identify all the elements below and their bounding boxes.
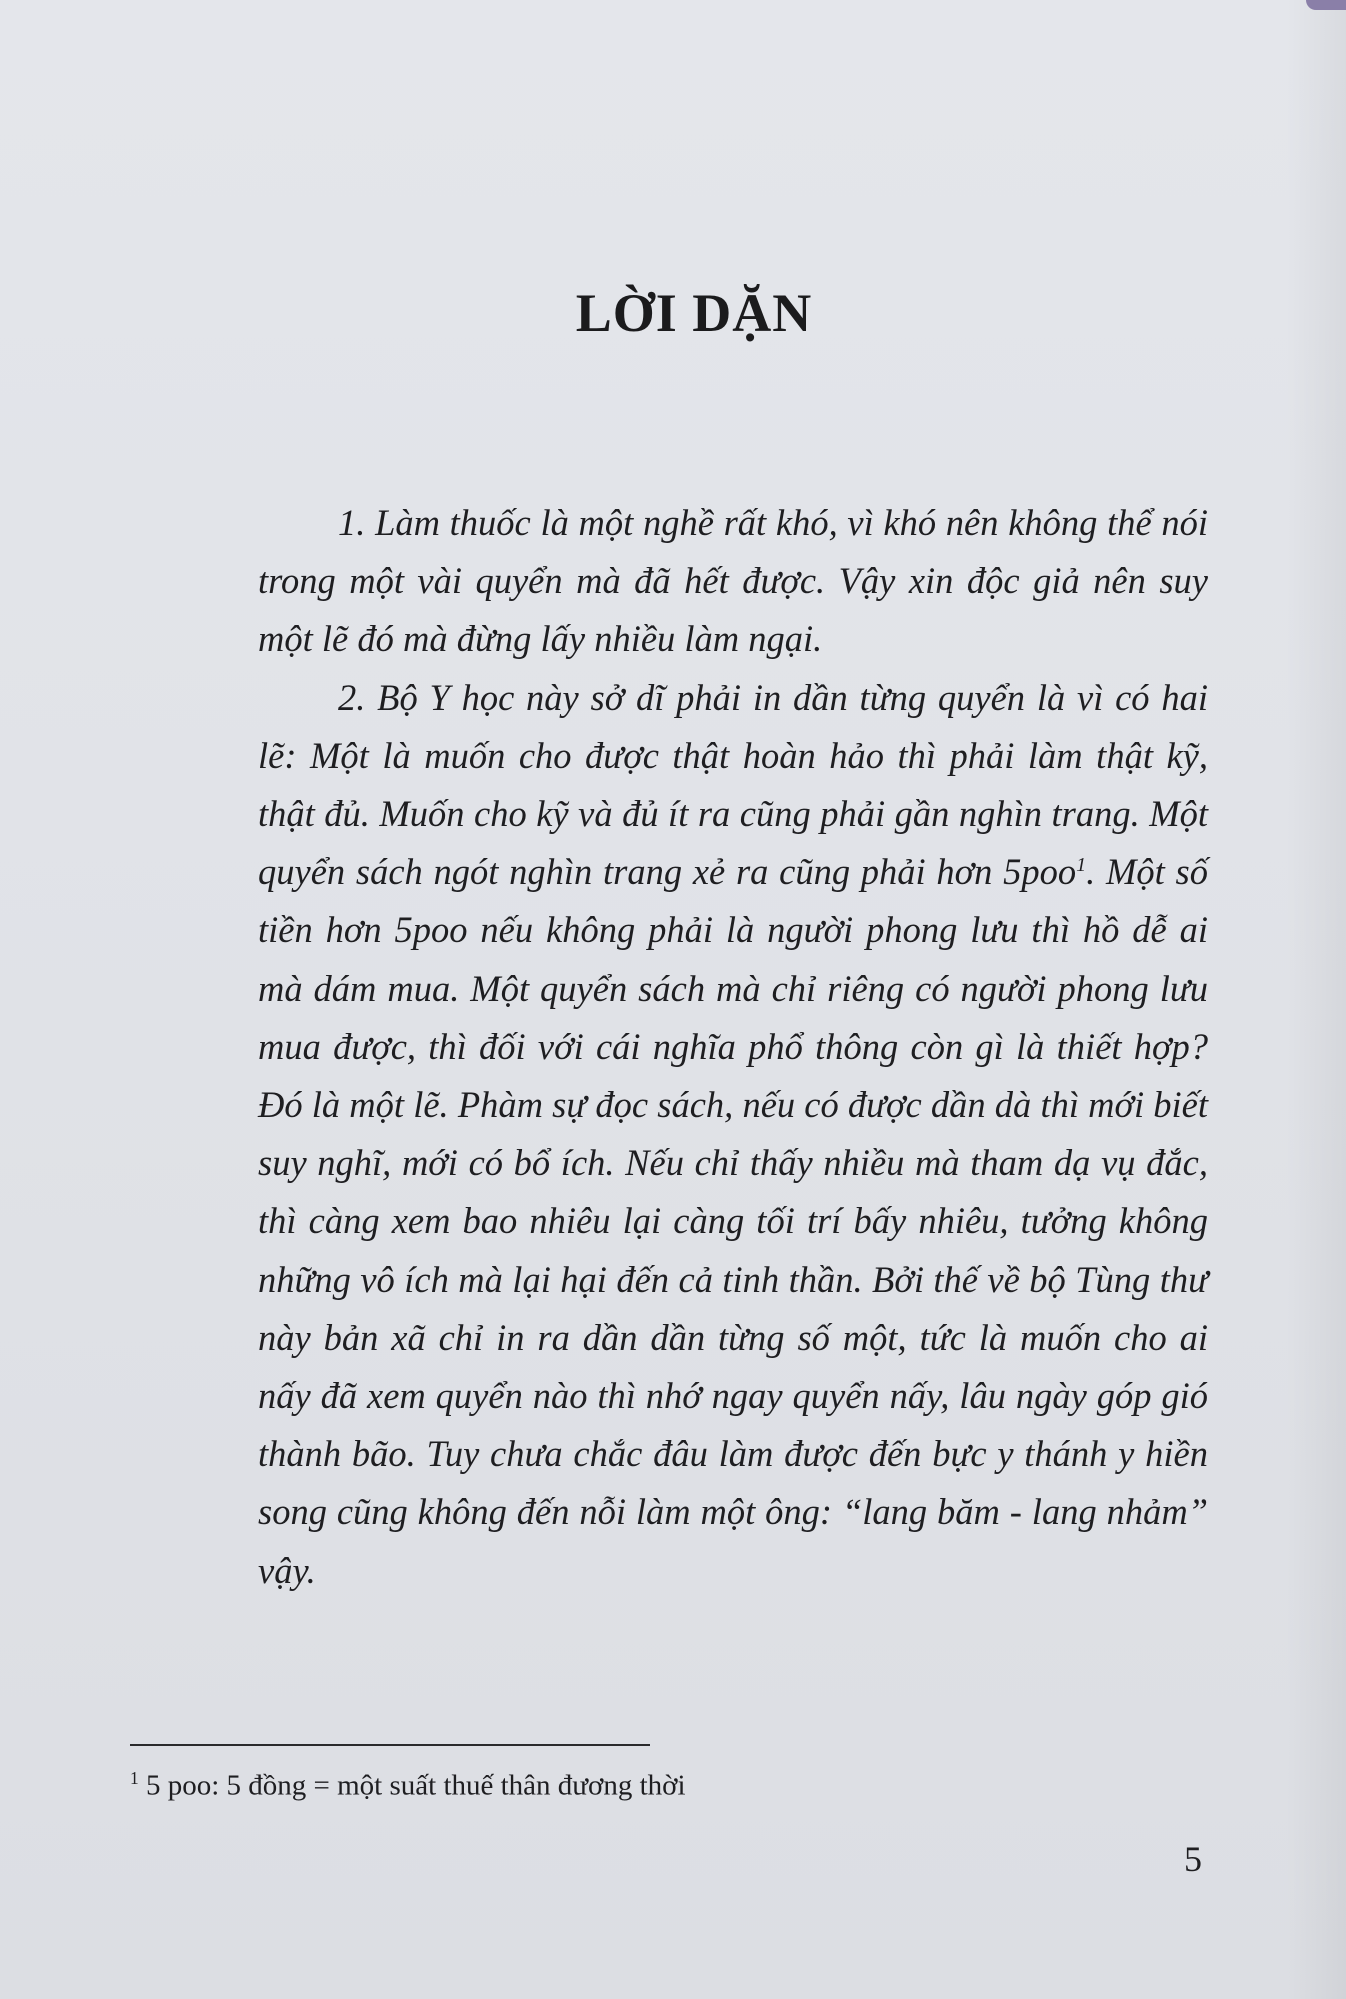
footnote [130,1768,930,1803]
footnote-divider [130,1744,650,1746]
paragraph-2-part-2: . Một số tiền hơn 5poo nếu không phải là người phong lưu thì hồ dễ ai mà dám mua. Một quyển sách mà chỉ riêng có người phong lưu mua được, thì đối với cái nghĩa phổ thông còn gì là thiết hợp? Đó là một lẽ. Phàm sự đọc sách, nếu có được dần dà thì mới biết suy nghĩ, mới có bổ ích. Nếu chỉ thấy nhiều mà tham dạ vụ đắc, thì càng xem bao nhiêu lại càng tối trí bấy nhiêu, tưởng không những vô ích mà lại hại đến cả tinh thần. Bởi thế về bộ Tùng thư này bản xã chỉ in ra dần dần từng số một, tức là muốn cho ai nấy đã xem quyển nào thì nhớ ngay quyển nấy, lâu ngày góp gió thành bão. Tuy chưa chắc đâu làm được đến bực y thánh y hiền song cũng không đến nỗi làm một ông: “lang băm - lang nhảm” vậy. [258,851,1209,1591]
footnote-text: 5 poo: 5 đồng = một suất thuế thân đương thời [138,1769,686,1802]
paragraph-2-part-1: 2. Bộ Y học này sở dĩ phải in dần từng quyển là vì có hai lẽ: Một là muốn cho được thật hoàn hảo thì phải làm thật kỹ, thật đủ. Muốn cho kỹ và đủ ít ra cũng phải gần nghìn trang. Một quyển sách ngót nghìn trang xẻ ra cũng phải hơn 5poo [258,676,1208,893]
paragraph-2 [258,669,1208,1600]
footnote-reference: 1 [1076,854,1087,877]
page-title: LỜI DẶN [575,283,813,343]
page-number: 5 [1184,1839,1202,1879]
body-text [258,494,1208,1600]
footnote-marker: 1 [130,1768,139,1788]
page-corner-tab [1306,0,1346,10]
paragraph-1: 1. Làm thuốc là một nghề rất khó, vì khó nên không thể nói trong một vài quyển mà đã hết được. Vậy xin độc giả nên suy một lẽ đó mà đừng lấy nhiều làm ngại. [258,502,1208,660]
